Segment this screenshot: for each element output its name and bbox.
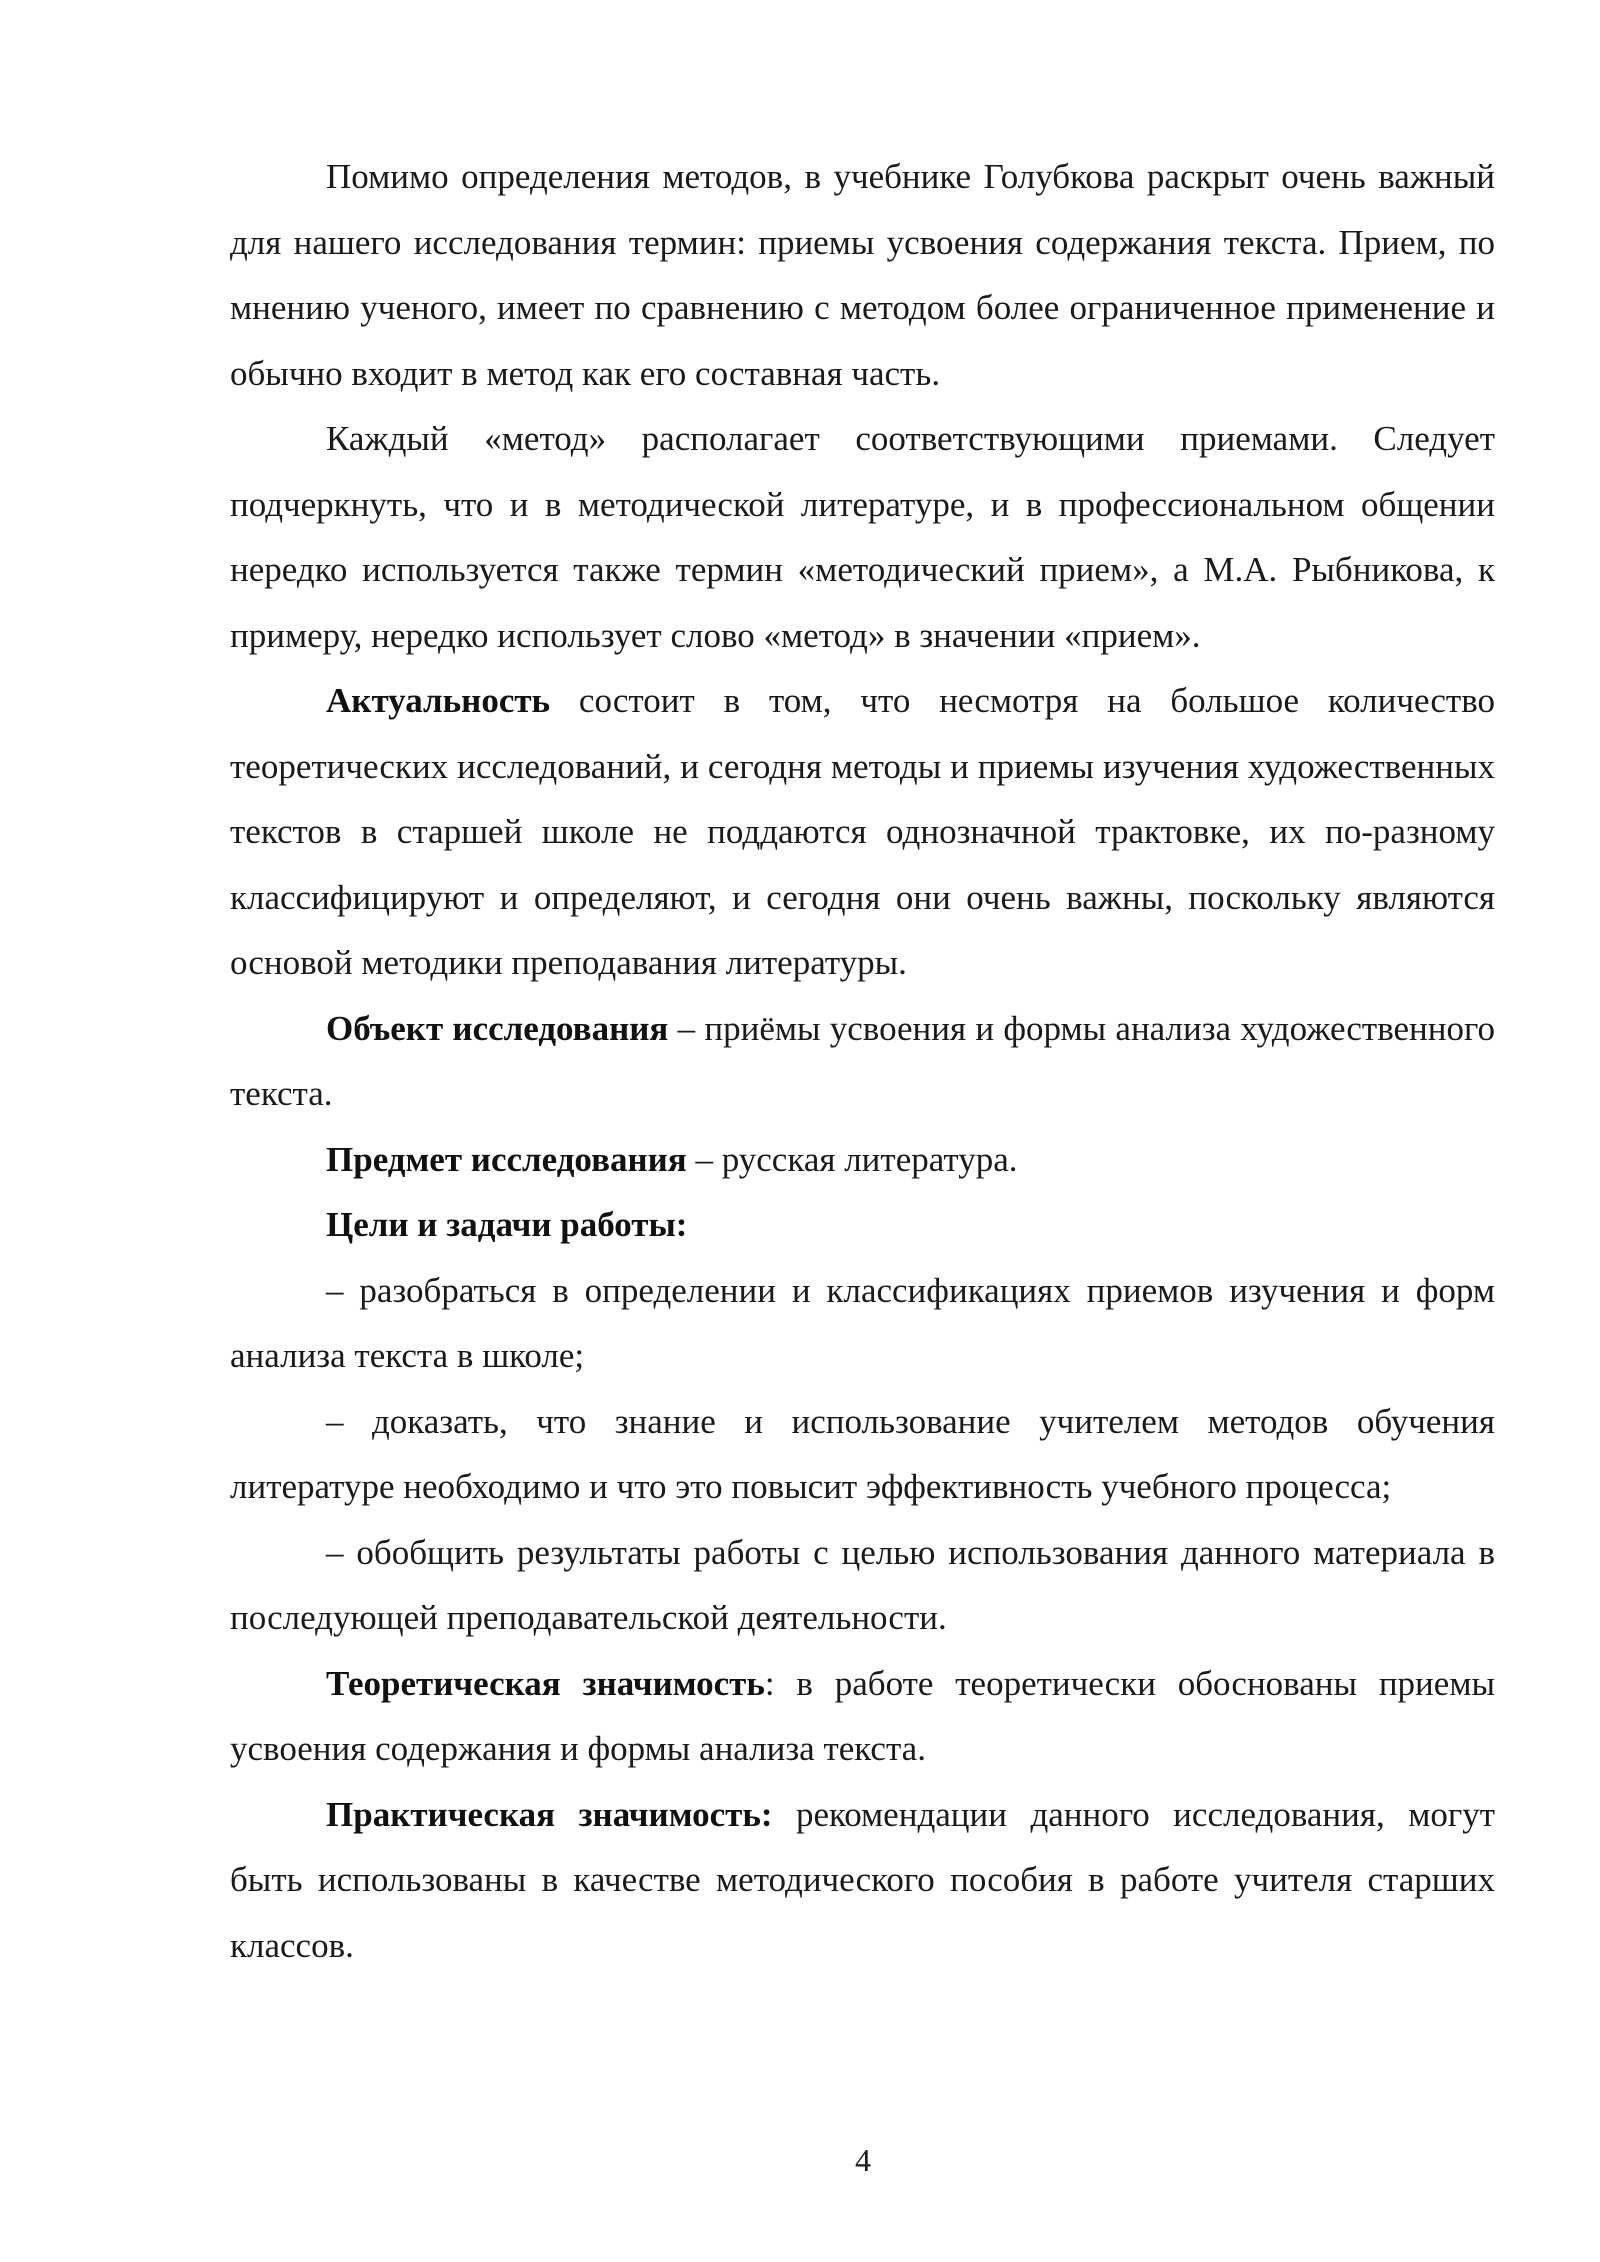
paragraph-practical-significance [230,1782,1495,1979]
list-item-goal-2 [230,1389,1495,1520]
paragraph-research-subject [230,1127,1495,1193]
paragraph-goals-heading [230,1192,1495,1258]
paragraph-text: – приёмы усвоения и формы анализа художественного текста. [230,1008,1495,1113]
list-item-goal-3 [230,1520,1495,1651]
list-item-goal-1 [230,1258,1495,1389]
paragraph-text: – русская литература. [686,1139,1018,1179]
page-number: 4 [855,2142,871,2178]
paragraph-heading: Объект исследования [326,1008,669,1048]
paragraph-text: : в работе теоретически обоснованы приемы усвоения содержания и формы анализа текста. [230,1663,1495,1768]
paragraph-methods-and-techniques [230,144,1495,406]
paragraph-text: Каждый «метод» располагает соответствующими приемами. Следует подчеркнуть, что и в методической литературе, и в профессиональном общении нередко используется также термин «методический прием», а М.А. Рыбникова, к примеру, нередко использует слово «метод» в значении «прием». [230,419,1495,655]
paragraph-text: состоит в том, что несмотря на большое количество теоретических исследований, и сегодня методы и приемы изучения художественных текстов в старшей школе не поддаются однозначной трактовке, их по-разному классифицируют и определяют, и сегодня они очень важны, поскольку являются основой методики преподавания литературы. [230,681,1495,982]
paragraph-heading: Актуальность [326,681,551,720]
paragraph-relevance [230,668,1495,996]
paragraph-heading: Цели и задачи работы: [326,1205,688,1244]
paragraph-research-object [230,996,1495,1127]
list-item-text: – обобщить результаты работы с целью использования данного материала в последующей преподавательской деятельности. [230,1532,1495,1637]
list-item-text: – разобраться в определении и классификациях приемов изучения и форм анализа текста в школе; [230,1270,1495,1375]
paragraph-theoretical-significance [230,1651,1495,1782]
paragraph-text: Помимо определения методов, в учебнике Голубкова раскрыт очень важный для нашего исследования термин: приемы усвоения содержания текста. Прием, по мнению ученого, имеет по сравнению с методом более ограниченное применение и обычно входит в метод как его составная часть. [230,157,1495,393]
paragraph-method-term-usage [230,406,1495,668]
body-text [230,144,1495,1978]
list-item-text: – доказать, что знание и использование учителем методов обучения литературе необходимо и что это повысит эффективность учебного процесса; [230,1401,1495,1506]
paragraph-heading: Практическая значимость: [326,1794,773,1834]
paragraph-text: рекомендации данного исследования, могут быть использованы в качестве методического пособия в работе учителя старших классов. [230,1794,1495,1965]
paragraph-heading: Предмет исследования [326,1139,687,1179]
paragraph-heading: Теоретическая значимость [326,1663,765,1703]
